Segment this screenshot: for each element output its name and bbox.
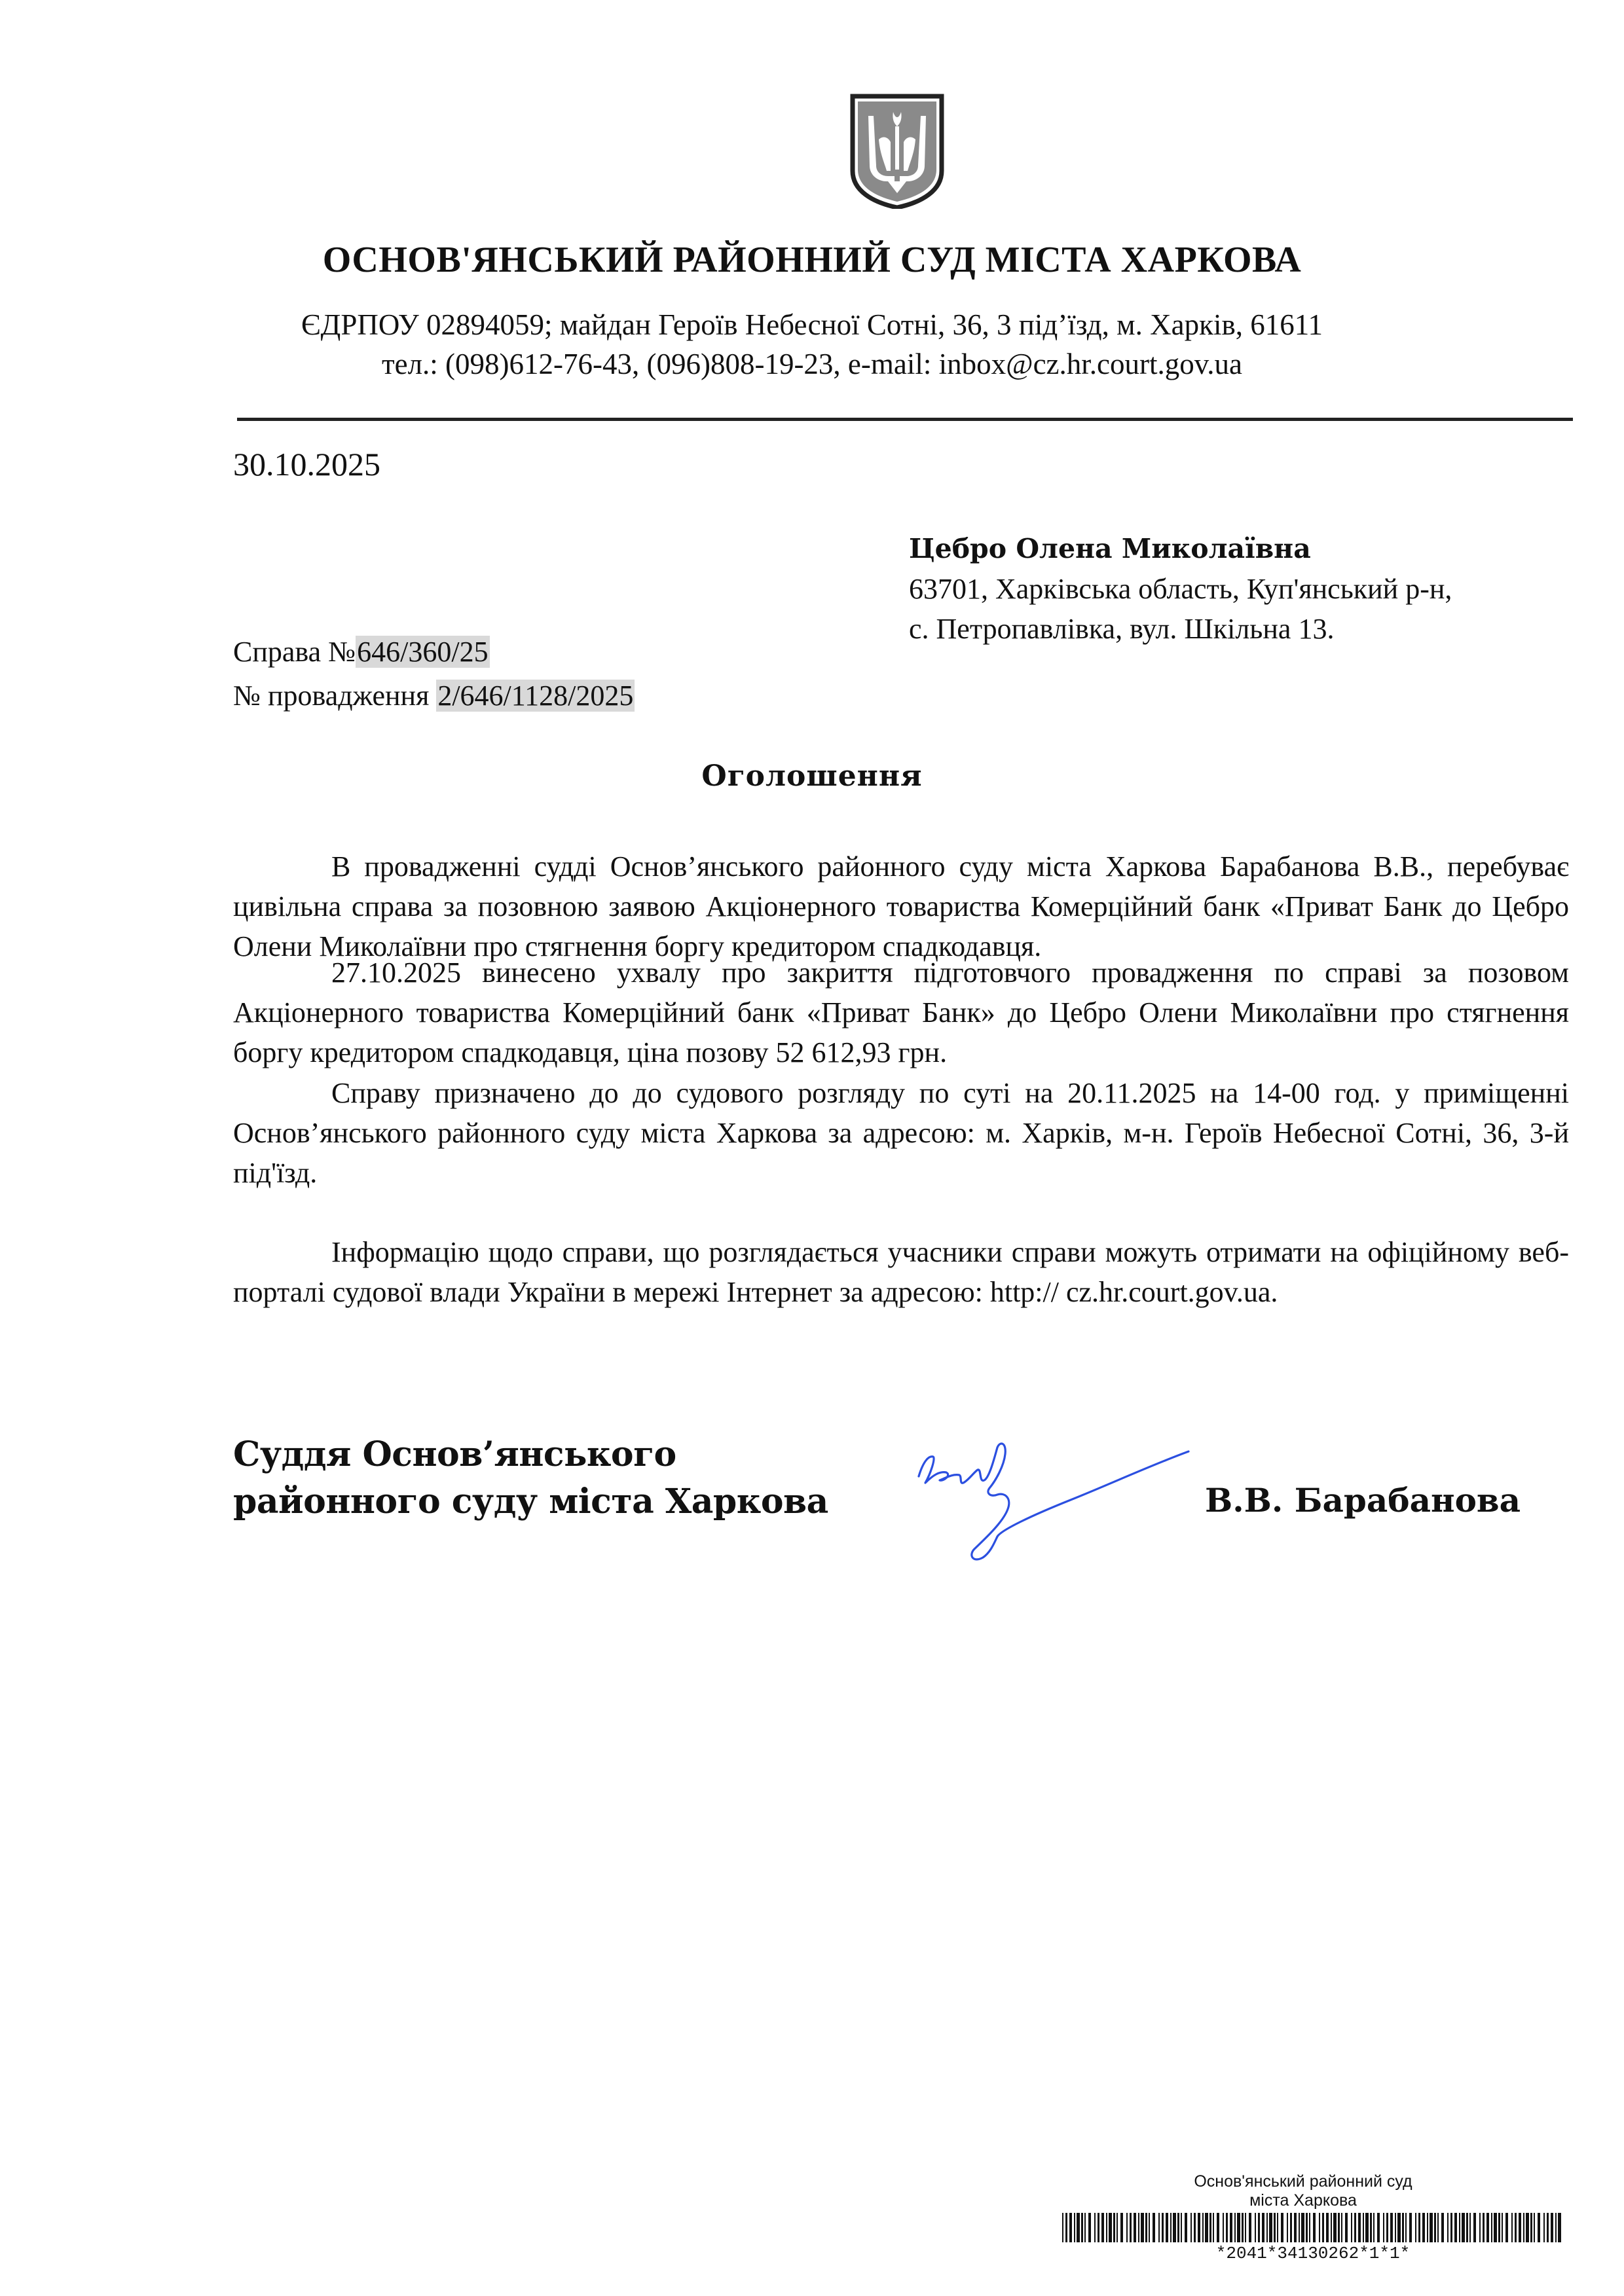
case-label: Справа № bbox=[233, 636, 356, 668]
barcode-bar bbox=[1409, 2213, 1412, 2242]
barcode-bar bbox=[1101, 2213, 1104, 2242]
barcode-bar bbox=[1138, 2213, 1139, 2242]
barcode-bar bbox=[1534, 2213, 1535, 2242]
barcode-bar bbox=[1338, 2213, 1340, 2242]
barcode-bar bbox=[1377, 2213, 1380, 2242]
coat-of-arms-trident-icon bbox=[849, 94, 946, 209]
barcode-bar bbox=[1459, 2213, 1460, 2242]
barcode-bar bbox=[1062, 2213, 1063, 2242]
barcode-bar bbox=[1242, 2213, 1244, 2242]
barcode-bar bbox=[1098, 2213, 1099, 2242]
case-number: 646/360/25 bbox=[357, 636, 489, 668]
barcode-bar bbox=[1523, 2213, 1524, 2242]
barcode-bar bbox=[1515, 2213, 1517, 2242]
barcode-bar bbox=[1209, 2213, 1211, 2242]
barcode-bar bbox=[1262, 2213, 1264, 2242]
barcode-bar bbox=[1437, 2213, 1439, 2242]
barcode-bar bbox=[1116, 2213, 1118, 2242]
handwritten-signature bbox=[913, 1437, 1215, 1588]
barcode-bar bbox=[1354, 2213, 1356, 2242]
barcode-bar bbox=[1281, 2213, 1283, 2242]
barcode-bar bbox=[1341, 2213, 1342, 2242]
barcode-bar bbox=[1430, 2213, 1433, 2242]
barcode-bar bbox=[1226, 2213, 1228, 2242]
proceeding-number-line bbox=[233, 674, 635, 718]
barcode-bar bbox=[1130, 2213, 1132, 2242]
case-info bbox=[233, 630, 635, 718]
body-paragraph bbox=[233, 1073, 1569, 1193]
barcode-bar bbox=[1543, 2213, 1545, 2242]
barcode-bar bbox=[1530, 2213, 1532, 2242]
barcode-bar bbox=[1363, 2213, 1364, 2242]
barcode-bar bbox=[1483, 2213, 1485, 2242]
barcode-bar bbox=[1306, 2213, 1308, 2242]
barcode-bar bbox=[1145, 2213, 1147, 2242]
barcode-bar bbox=[1113, 2213, 1115, 2242]
barcode-bar bbox=[1538, 2213, 1540, 2242]
barcode-bar bbox=[1081, 2213, 1083, 2242]
barcode-bar bbox=[1358, 2213, 1361, 2242]
barcode-bar bbox=[1441, 2213, 1444, 2242]
barcode-bar bbox=[1294, 2213, 1297, 2242]
barcode-bar bbox=[1230, 2213, 1232, 2242]
barcode-bar bbox=[1277, 2213, 1278, 2242]
barcode-bar bbox=[1181, 2213, 1182, 2242]
barcode-bar bbox=[1173, 2213, 1176, 2242]
barcode-bar bbox=[1185, 2213, 1187, 2242]
barcode-bar bbox=[1390, 2213, 1393, 2242]
barcode-bar bbox=[1415, 2213, 1416, 2242]
barcode-bar bbox=[1245, 2213, 1246, 2242]
barcode-bar bbox=[1373, 2213, 1375, 2242]
barcode-bar bbox=[1158, 2213, 1160, 2242]
barcode-bar bbox=[1447, 2213, 1449, 2242]
barcode-bar bbox=[1418, 2213, 1420, 2242]
recipient-block bbox=[909, 529, 1452, 649]
barcode-number: *2041*34130262*1*1* bbox=[1215, 2244, 1411, 2263]
barcode-bar bbox=[1405, 2213, 1407, 2242]
barcode-bar bbox=[1223, 2213, 1224, 2242]
barcode-bar bbox=[1074, 2213, 1075, 2242]
barcode-bar bbox=[1386, 2213, 1388, 2242]
barcode-bar bbox=[1094, 2213, 1096, 2242]
barcode-bar bbox=[1234, 2213, 1236, 2242]
barcode-bar bbox=[1269, 2213, 1272, 2242]
paragraph-text: Справу призначено до до судового розгляду по суті на 20.11.2025 на 14-00 год. у приміщенні Основ’янського районного суду міста Харкова за адресою: м. Харків, м-н. Героїв Небесної Сотні, 36, 3-й під'їзд. bbox=[233, 1077, 1569, 1189]
barcode-bar bbox=[1249, 2213, 1251, 2242]
barcode-bar bbox=[1287, 2213, 1288, 2242]
judge-title-line1: Суддя Основ’янського bbox=[233, 1434, 676, 1474]
proceeding-number: 2/646/1128/2025 bbox=[437, 680, 634, 712]
barcode-bar bbox=[1511, 2213, 1513, 2242]
barcode-bar bbox=[1351, 2213, 1352, 2242]
barcode-bar bbox=[1383, 2213, 1384, 2242]
barcode-bar bbox=[1547, 2213, 1549, 2242]
body-paragraph bbox=[233, 953, 1569, 1072]
barcode-bar bbox=[1498, 2213, 1500, 2242]
barcode-bar bbox=[1162, 2213, 1164, 2242]
court-address: ЄДРПОУ 02894059; майдан Героїв Небесної Сотні, 36, 3 під’їзд, м. Харків, 61611 bbox=[301, 308, 1323, 341]
paragraph-text: 27.10.2025 винесено ухвалу про закриття підготовчого провадження по справі за позовом Акціонерного товариства Комерційний банк «Приват Банк» до Цебро Олени Миколаївни про стягнення боргу кредитором спадкодавця, ціна позову 52 612,93 грн. bbox=[233, 957, 1569, 1068]
barcode-bar bbox=[1558, 2213, 1561, 2242]
barcode-bar bbox=[1395, 2213, 1396, 2242]
barcode-bar bbox=[1486, 2213, 1489, 2242]
barcode-bar bbox=[1088, 2213, 1091, 2242]
court-name: ОСНОВ'ЯНСЬКИЙ РАЙОННИЙ СУД МІСТА ХАРКОВА bbox=[322, 240, 1302, 280]
barcode-bar bbox=[1422, 2213, 1425, 2242]
barcode-bar bbox=[1502, 2213, 1503, 2242]
barcode-bar bbox=[1491, 2213, 1492, 2242]
barcode-bar bbox=[1365, 2213, 1369, 2242]
recipient-address-line1: 63701, Харківська область, Куп'янський р-н, bbox=[909, 573, 1452, 605]
barcode-bar bbox=[1333, 2213, 1337, 2242]
barcode-bar bbox=[1345, 2213, 1348, 2242]
barcode-bar bbox=[1166, 2213, 1168, 2242]
recipient-address-line2: с. Петропавлівка, вул. Шкільна 13. bbox=[909, 613, 1335, 645]
court-contacts: тел.: (098)612-76-43, (096)808-19-23, e-mail: inbox@cz.hr.court.gov.ua bbox=[381, 348, 1243, 380]
barcode-bar bbox=[1319, 2213, 1320, 2242]
barcode-bar bbox=[1237, 2213, 1240, 2242]
barcode-bar bbox=[1551, 2213, 1553, 2242]
barcode-bar bbox=[1299, 2213, 1300, 2242]
barcode-bar bbox=[1258, 2213, 1260, 2242]
barcode-bar bbox=[1434, 2213, 1436, 2242]
judge-title bbox=[233, 1431, 828, 1525]
barcode-bar bbox=[1170, 2213, 1172, 2242]
barcode-bar bbox=[1309, 2213, 1310, 2242]
recipient-name: Цебро Олена Миколаївна bbox=[909, 533, 1311, 564]
case-number-line bbox=[233, 630, 635, 674]
barcode-bar bbox=[1109, 2213, 1112, 2242]
judge-name: В.В. Барабанова bbox=[1205, 1481, 1521, 1520]
barcode-bar bbox=[1469, 2213, 1471, 2242]
barcode-bar bbox=[1126, 2213, 1128, 2242]
barcode-bar bbox=[1065, 2213, 1067, 2242]
barcode bbox=[1061, 2213, 1565, 2242]
paragraph-text: Інформацію щодо справи, що розглядається учасники справи можуть отримати на офіційному веб-порталі судової влади України в мережі Інтернет за адресою: http:// cz.hr.court.gov.ua. bbox=[233, 1236, 1569, 1308]
barcode-bar bbox=[1313, 2213, 1316, 2242]
barcode-bar bbox=[1134, 2213, 1136, 2242]
barcode-bar bbox=[1202, 2213, 1204, 2242]
barcode-bar bbox=[1217, 2213, 1219, 2242]
barcode-bar bbox=[1153, 2213, 1155, 2242]
header-divider bbox=[237, 418, 1573, 421]
barcode-bar bbox=[1370, 2213, 1372, 2242]
barcode-bar bbox=[1555, 2213, 1557, 2242]
barcode-bar bbox=[1120, 2213, 1123, 2242]
barcode-bar bbox=[1454, 2213, 1457, 2242]
barcode-bar bbox=[1194, 2213, 1196, 2242]
barcode-bar bbox=[1519, 2213, 1521, 2242]
barcode-bar bbox=[1326, 2213, 1329, 2242]
barcode-bar bbox=[1205, 2213, 1208, 2242]
barcode-bar bbox=[1077, 2213, 1080, 2242]
registry-stamp bbox=[1153, 2172, 1454, 2210]
body-paragraph bbox=[233, 847, 1569, 966]
barcode-bar bbox=[1190, 2213, 1192, 2242]
barcode-bar bbox=[1479, 2213, 1481, 2242]
barcode-bar bbox=[1213, 2213, 1214, 2242]
judge-title-line2: районного суду міста Харкова bbox=[233, 1482, 828, 1522]
barcode-bar bbox=[1466, 2213, 1468, 2242]
barcode-bar bbox=[1290, 2213, 1292, 2242]
barcode-bar bbox=[1402, 2213, 1404, 2242]
barcode-bar bbox=[1198, 2213, 1200, 2242]
barcode-bar bbox=[1526, 2213, 1529, 2242]
barcode-bar bbox=[1266, 2213, 1268, 2242]
stamp-line1: Основ'янський районний суд bbox=[1194, 2172, 1412, 2191]
barcode-bar bbox=[1322, 2213, 1324, 2242]
barcode-bar bbox=[1450, 2213, 1452, 2242]
barcode-bar bbox=[1255, 2213, 1256, 2242]
barcode-bar bbox=[1149, 2213, 1150, 2242]
body-paragraph bbox=[233, 1232, 1569, 1312]
barcode-bar bbox=[1301, 2213, 1304, 2242]
proceeding-label: № провадження bbox=[233, 680, 437, 712]
barcode-bar bbox=[1084, 2213, 1086, 2242]
barcode-bar bbox=[1505, 2213, 1508, 2242]
paragraph-text: В провадженні судді Основ’янського районного суду міста Харкова Барабанова В.В., перебуває цивільна справа за позовною заявою Акціонерного товариства Комерційний банк «Приват Банк до Цебро Олени Миколаївни про стягнення боргу кредитором спадкодавця. bbox=[233, 850, 1569, 962]
stamp-line2: міста Харкова bbox=[1249, 2191, 1357, 2210]
document-heading: Оголошення bbox=[701, 759, 923, 793]
barcode-bar bbox=[1397, 2213, 1401, 2242]
barcode-bar bbox=[1427, 2213, 1428, 2242]
barcode-bar bbox=[1069, 2213, 1072, 2242]
barcode-bar bbox=[1274, 2213, 1276, 2242]
barcode-bar bbox=[1473, 2213, 1476, 2242]
barcode-bar bbox=[1494, 2213, 1497, 2242]
barcode-bar bbox=[1462, 2213, 1465, 2242]
document-date: 30.10.2025 bbox=[233, 446, 380, 483]
barcode-bar bbox=[1141, 2213, 1144, 2242]
barcode-bar bbox=[1331, 2213, 1332, 2242]
barcode-bar bbox=[1106, 2213, 1107, 2242]
barcode-bar bbox=[1177, 2213, 1179, 2242]
